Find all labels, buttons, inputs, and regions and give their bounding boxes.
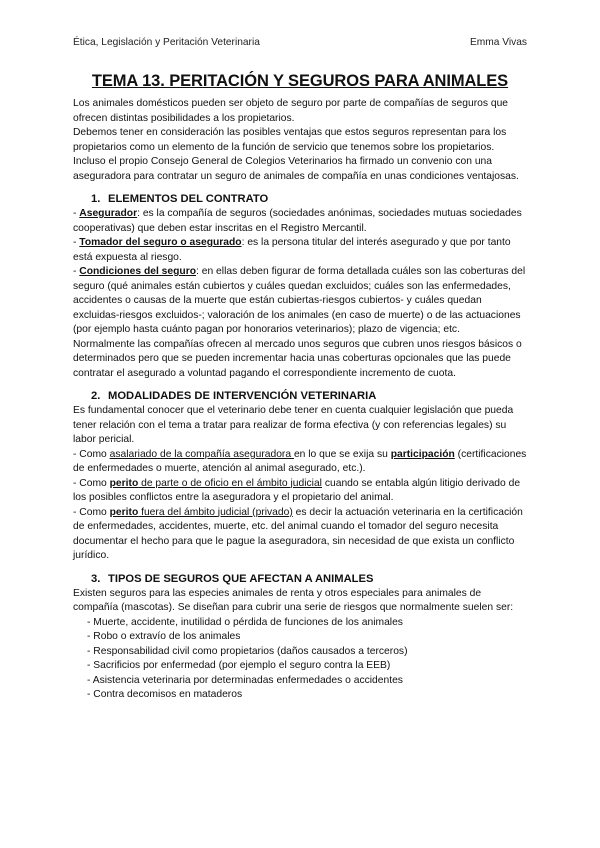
list-item: - Sacrificios por enfermedad (por ejemplo el seguro contra la EEB) xyxy=(87,660,391,671)
section-2-item-perito-privado: - Como perito fuera del ámbito judicial (privado) es decir la actuación veterinaria en la certificación de enfermedades, accidentes, muerte, etc. del animal cuando el tomador del seguro necesita documentar el hecho para que le pague la aseguradora, sin necesidad de que exista un conflicto jurídico. xyxy=(73,506,523,561)
list-item: - Responsabilidad civil como propietarios (daños causados a terceros) xyxy=(87,645,408,657)
section-3-heading: 3. TIPOS DE SEGUROS QUE AFECTAN A ANIMALES xyxy=(91,572,374,585)
section-1-item-asegurador: - Asegurador: es la compañía de seguros (sociedades anónimas, sociedades mutuas sociedades cooperativas) que deben estar inscritas en el Registro Mercantil. xyxy=(73,208,522,234)
document-body xyxy=(73,97,529,703)
section-3-intro: Existen seguros para las especies animales de renta y otros especiales para animales de compañía (mascotas). Se diseñan para cubrir una serie de riesgos que normalmente suelen ser: xyxy=(73,587,514,613)
section-2-heading: 2. MODALIDADES DE INTERVENCIÓN VETERINARIA xyxy=(91,390,377,402)
list-item: - Contra decomisos en mataderos xyxy=(87,689,243,700)
term-tomador: Tomador del seguro o asegurado xyxy=(79,237,242,248)
intro-paragraph-1: Los animales domésticos pueden ser objeto de seguro por parte de compañías de seguros que ofrecen distintas posibilidades a los propietarios. xyxy=(73,98,509,124)
section-1-heading: 1. ELEMENTOS DEL CONTRATO xyxy=(91,193,269,205)
section-2-item-perito-judicial: - Como perito de parte o de oficio en el ámbito judicial cuando se entabla algún litigio derivado de los posibles conflictos entre la aseguradora y el propietario del animal. xyxy=(73,477,521,503)
insurance-risk-list xyxy=(73,616,529,703)
section-2-item-asalariado: - Como asalariado de la compañía aseguradora en lo que se exija su participación (certificaciones de enfermedades o muerte, atención al animal asegurado, etc.). xyxy=(73,448,527,474)
section-2-intro: Es fundamental conocer que el veterinario debe tener en cuenta cualquier legislación que pueda tener relación con el tema a tratar para realizar de forma efectiva (y con referencias legales) su labor pericial. xyxy=(73,405,514,445)
list-item: - Asistencia veterinaria por determinadas enfermedades o accidentes xyxy=(87,674,403,686)
document-title: TEMA 13. PERITACIÓN Y SEGUROS PARA ANIMALES xyxy=(91,72,509,90)
page-header xyxy=(73,37,527,48)
header-author: Emma Vivas xyxy=(470,37,527,48)
intro-paragraph-2: Debemos tener en consideración las posibles ventajas que estos seguros representan para los propietarios como un elemento de la función de servicio que tenemos sobre los propietarios. Incluso el propio Consejo General de Colegios Veterinarios ha firmado un convenio con una aseguradora para contratar un seguro de animales de compañía en unas condiciones ventajosas. xyxy=(73,127,519,182)
term-condiciones: Condiciones del seguro xyxy=(79,266,197,277)
term-asegurador: Asegurador xyxy=(79,208,138,219)
list-item: - Muerte, accidente, inutilidad o pérdida de funciones de los animales xyxy=(87,616,403,628)
section-1-closing: Normalmente las compañías ofrecen al mercado unos seguros que cubren unos riesgos básicos o determinados pero que se pueden incrementar hacia unas coberturas opcionales que las puede contratar el asegurado a voluntad pagando el correspondiente incremento de cuota. xyxy=(73,338,522,379)
header-course-title: Ética, Legislación y Peritación Veterinaria xyxy=(73,37,260,48)
list-item: - Robo o extravío de los animales xyxy=(87,631,241,642)
section-1-item-condiciones: - Condiciones del seguro: en ellas deben figurar de forma detallada cuáles son las coberturas del seguro (qué animales están cubiertos y cuáles quedan excluidos; cuáles son las enfermedades, accidentes o causas de la muerte que están cubiertas-riesgos cubiertos- y cuáles quedan excluidas-riesgos excluidos-; valoración de los animales (en caso de muerte) o de las actuaciones (por ejemplo hasta cuánto pagan por honorarios veterinarios); plazo de vigencia; etc. xyxy=(73,266,526,335)
section-1-item-tomador: - Tomador del seguro o asegurado: es la persona titular del interés asegurado y que por tanto está expuesta al riesgo. xyxy=(73,237,511,263)
